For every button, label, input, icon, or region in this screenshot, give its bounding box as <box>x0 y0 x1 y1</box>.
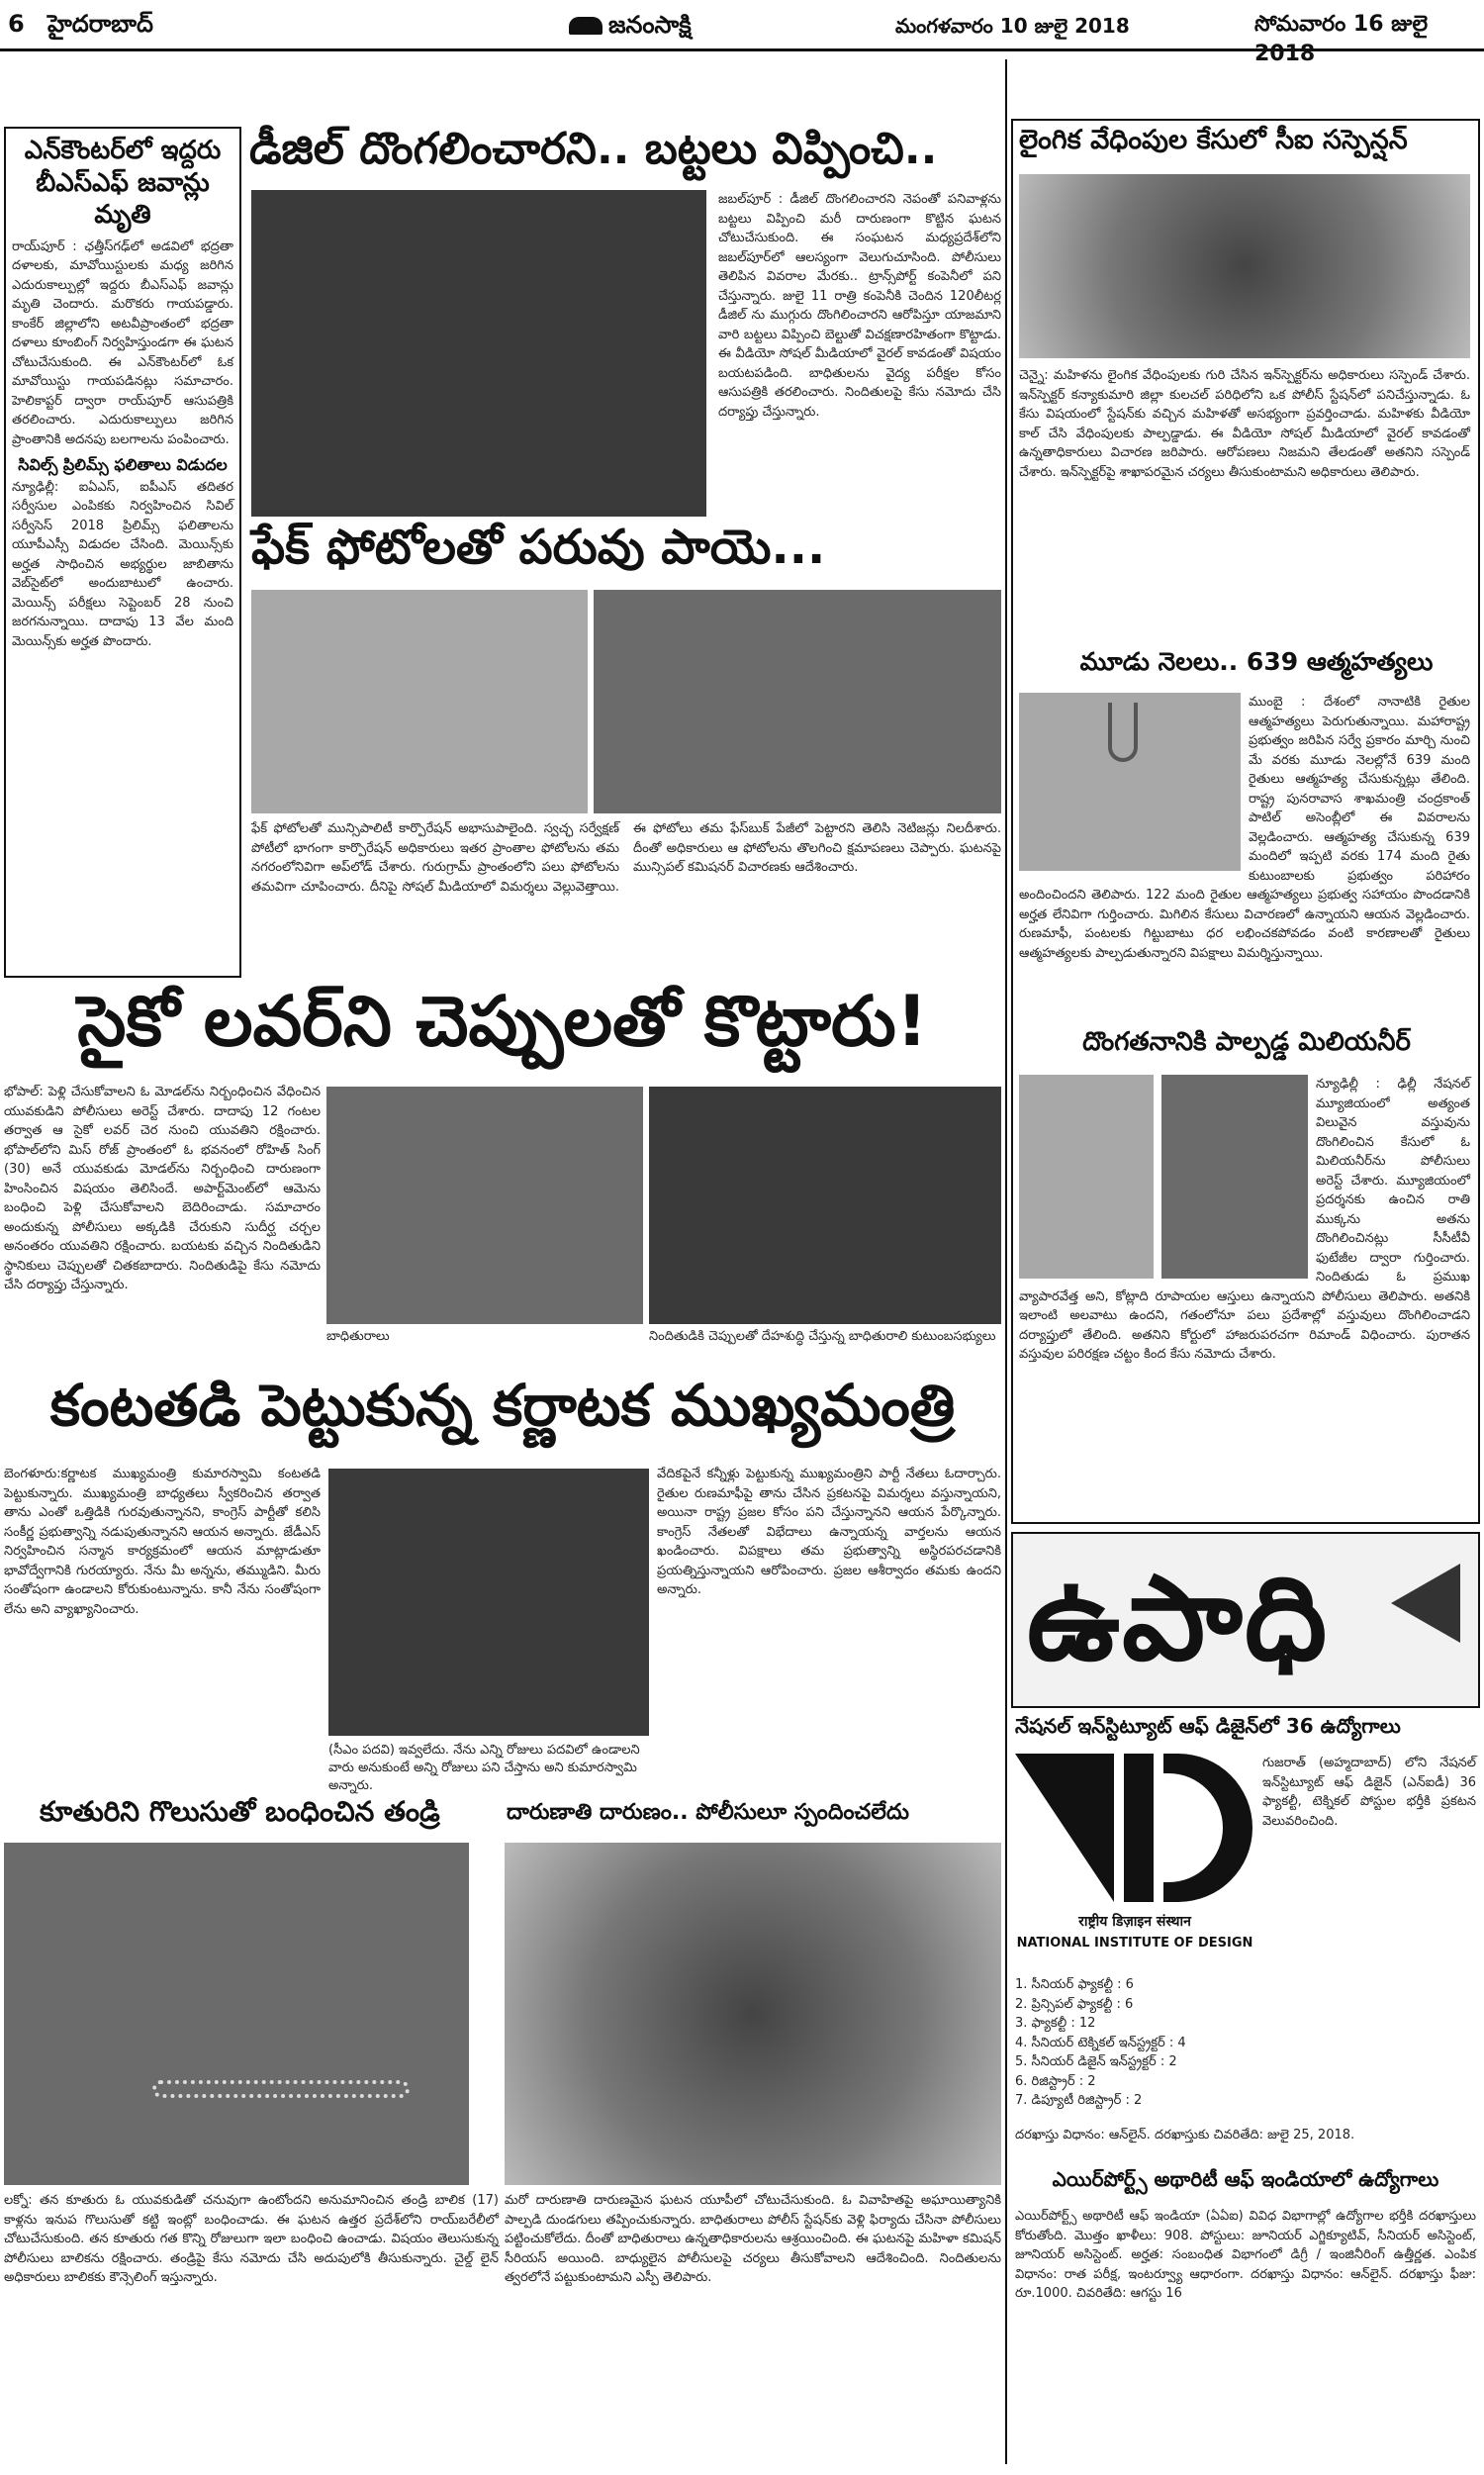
suicides-headline: మూడు నెలలు.. 639 ఆత్మహత్యలు <box>1079 647 1434 676</box>
masthead-logo-icon <box>569 17 603 35</box>
diesel-headline: డీజిల్ దొంగలించారని.. బట్టలు విప్పించి.. <box>249 124 938 174</box>
karnataka-photo <box>328 1469 649 1736</box>
fake-photos-headline: ఫేక్ ఫోటోలతో పరువు పాయె... <box>251 520 826 575</box>
nid-footer: దరఖాస్తు విధానం: ఆన్‌లైన్. దరఖాస్తుకు చివరితేది: జులై 25, 2018. <box>1015 2128 1355 2142</box>
millionaire-text: న్యూఢిల్లీ : ఢిల్లీ నేషనల్ మ్యూజియంలో అత్యంత విలువైన వస్తువును దొంగిలించిన కేసులో ఓ మిలియనీర్‌ను పోలీసులు అరెస్ట్ చేశారు. మ్యూజియంలో ప్రదర్శనకు ఉంచిన రాతి ముక్కను అతను దొంగిలించినట్లు సీసీటీవీ ఫుటేజీల ద్వారా గుర్తించారు. నిందితుడు ఓ ప్రముఖ వ్యాపారవేత్త అని, కోట్లాది రూపాయల ఆస్తులు ఉన్నాయని పోలీసులు తెలిపారు. అతనికి ఇలాంటి అలవాటు ఉందని, గతంలోనూ పలు ప్రదేశాల్లో వస్తువులు దొంగిలించాడని దర్యాప్తులో తేలింది. అతనిని కోర్టులో హాజరుపరచగా రిమాండ్ విధించారు. పురాతన వస్తువుల పరిరక్షణ చట్టం కింద కేసు నమోదు చేశారు. <box>1019 1077 1470 1362</box>
suspension-headline: లైంగిక వేధింపుల కేసులో సీఐ సస్పెన్షన్ <box>1019 125 1408 155</box>
karnataka-body-2: వేదికపైనే కన్నీళ్లు పెట్టుకున్న ముఖ్యమంత్రిని పార్టీ నేతలు ఓదార్చారు. రైతుల రుణమాఫీపై తాను చేసిన ప్రకటనపై విమర్శలు వస్తున్నాయని, అయినా రాష్ట్ర ప్రజల కోసం పని చేస్తున్నానని ఆయన పేర్కొన్నారు. కాంగ్రెస్ నేతలతో విభేదాలు ఉన్నాయన్న వార్తలను ఆయన ఖండించారు. విపక్షాలు తమ ప్రభుత్వాన్ని అస్థిరపరచడానికి ప్రయత్నిస్తున్నాయని ఆరోపించారు. ప్రజల ఆశీర్వాదం తమకు ఉందని అన్నారు. <box>657 1467 1001 1597</box>
chained-body: లక్నో: తన కూతురు ఓ యువకుడితో చనువుగా ఉంటోందని అనుమానించిన తండ్రి బాలిక (17) కాళ్లను ఇనుప గొలుసుతో కట్టి ఇంట్లో బంధించాడు. ఈ ఘటన ఉత్తర ప్రదేశ్‌లోని రాయ్‌బరేలీలో చోటుచేసుకుంది. తన కూతురు గత కొన్ని రోజులుగా ఇలా బంధించి ఉంచాడు. విషయం తెలుసుకున్న పోలీసులు బాలికను రక్షించారు. తండ్రిపై కేసు నమోదు చేసి అదుపులోకి తీసుకున్నారు. చైల్డ్ లైన్ అధికారులు బాలికకు కౌన్సెలింగ్ ఇస్తున్నారు. <box>4 2193 499 2285</box>
karnataka-headline: కంటతడి పెట్టుకున్న కర్ణాటక ముఖ్యమంత్రి <box>49 1372 956 1439</box>
civils-body: న్యూఢిల్లీ: ఐఏఎస్, ఐపీఎస్ తదితర సర్వీసుల ఎంపికకు నిర్వహించిన సివిల్ సర్వీసెస్ 2018 ప్రిలిమ్స్ ఫలితాలను యూపీఎస్సీ విడుదల చేసింది. మెయిన్స్‌కు అర్హత సాధించిన అభ్యర్థుల జాబితాను వెబ్‌సైట్‌లో అందుబాటులో ఉంచారు. మెయిన్స్ పరీక్షలు సెప్టెంబర్ 28 నుంచి జరగనున్నాయి. దాదాపు 13 వేల మంది మెయిన్స్‌కు అర్హత పొందారు. <box>12 479 233 649</box>
millionaire-body <box>1019 1075 1470 1516</box>
edition-date: మంగళవారం 10 జులై 2018 <box>895 14 1130 38</box>
nid-list-item: 2. ప్రిన్సిపల్ ఫ్యాకల్టీ : 6 <box>1015 1996 1134 2012</box>
psycho-caption-right: నిందితుడికి చెప్పులతో దేహశుద్ధి చేస్తున్న బాధితురాలి కుటుంబసభ్యులు <box>649 1329 996 1344</box>
diesel-body: జబల్‌పూర్ : డీజిల్ దొంగలించారని నెపంతో పనివాళ్లను బట్టలు విప్పించి మరీ దారుణంగా కొట్టిన ఘటన చోటుచేసుకుంది. ఈ సంఘటన మధ్యప్రదేశ్‌లోని జబల్‌పూర్‌లో ఆలస్యంగా వెలుగుచూసింది. పోలీసులు తెలిపిన వివరాల మేరకు.. ట్రాన్స్‌పోర్ట్ కంపెనీలో పని చేస్తున్నారు. జులై 11 రాత్రి కంపెనీకి చెందిన 120లీటర్ల డీజిల్ ను ముగ్గురు దొంగిలించారని ఆరోపిస్తూ యాజమాని వారి బట్టలు విప్పించి బెల్టుతో విచక్షణారహితంగా కొట్టాడు. ఈ వీడియో సోషల్ మీడియాలో వైరల్ కావడంతో విషయం బయటపడింది. బాధితులను వైద్య పరీక్షల కోసం ఆసుపత్రికి తరలించారు. నిందితులపై కేసు నమోదు చేసి దర్యాప్తు చేస్తున్నారు. <box>718 192 1001 420</box>
city-label: హైదరాబాద్ <box>47 10 153 38</box>
nid-list <box>1015 1975 1476 2124</box>
nid-list-item: 1. సీనియర్ ఫ్యాకల్టీ : 6 <box>1015 1977 1134 1992</box>
stone-photo <box>1019 1075 1154 1279</box>
encounter-body: రాయ్‌పూర్ : ఛత్తీస్‌గఢ్‌లో అడవిలో భద్రతా దళాలకు, మావోయిస్టులకు మధ్య జరిగిన ఎదురుకాల్పుల్లో ఇద్దరు బీఎస్‌ఎఫ్ జవాన్లు మృతి చెందారు. మరొకరు గాయపడ్డారు. కాంకేర్ జిల్లాలోని అటవీప్రాంతంలో భద్రతా దళాలు కూంబింగ్ నిర్వహిస్తుండగా ఈ ఘటన చోటుచేసుకుంది. ఈ ఎన్‌కౌంటర్‌లో ఓక మావోయిస్టు గాయపడినట్లు సమాచారం. హెలికాప్టర్ ద్వారా రాయ్‌పూర్ ఆసుపత్రికి తరలించారు. ఎదురుకాల్పులు జరిగిన ప్రాంతానికి అదనపు బలగాలను పంపించారు. <box>12 238 233 447</box>
psycho-caption-left: బాధితురాలు <box>326 1329 390 1344</box>
karnataka-caption: (సీఎం పదవి) ఇవ్వలేదు. నేను ఎన్ని రోజులు పదవిలో ఉండాలని వారు అనుకుంటే అన్ని రోజులు పని చేస్తాను అని కుమారస్వామి అన్నారు. <box>328 1743 640 1794</box>
upadhi-logo: ఉపాధి <box>1027 1549 1330 1686</box>
psycho-body: భోపాల్: పెళ్లి చేసుకోవాలని ఓ మోడల్‌ను నిర్బంధించిన వేధించిన యువకుడిని పోలీసులు అరెస్ట్ చేశారు. దాదాపు 12 గంటల తర్వాత ఆ సైకో లవర్ చెర నుంచి యువతిని రక్షించారు. భోపాల్‌లోని మిస్ రోజ్ ప్రాంతంలో ఓ భవనంలో రోహిత్ సింగ్ (30) అనే యువకుడు మోడల్‌ను నిర్బంధించి దారుణంగా హింసించిన విషయం తెలిసిందే. అపార్ట్‌మెంట్‌లో ఆమెను బంధించి పెళ్లి చేసుకోవాలని బెదిరించాడు. సమాచారం అందుకున్న పోలీసులు అక్కడికి చేరుకుని సుదీర్ఘ చర్చల అనంతరం యువతిని రక్షించారు. బయటకు వచ్చిన నిందితుడిని స్థానికులు చెప్పులతో చితకబాదారు. నిందితుడిపై కేసు నమోదు చేసి దర్యాప్తు చేస్తున్నారు. <box>4 1085 321 1292</box>
aai-headline: ఎయిర్‌పోర్ట్స్ అథారిటీ ఆఫ్ ఇండియాలో ఉద్యోగాలు <box>1052 2167 1439 2191</box>
fake-photos-body: ఫేక్ ఫోటోలతో మున్సిపాలిటీ కార్పొరేషన్ అభాసుపాలైంది. స్వచ్ఛ సర్వేక్షణ్ పోటీలో భాగంగా కార్పొరేషన్ అధికారులు ఇతర ప్రాంతాల ఫోటోలను తమ నగరంలోనివిగా అప్‌లోడ్ చేశారు. గురుగ్రామ్ ప్రాంతంలోని పలు ఫోటోలను తమవిగా చూపించారు. దీనిపై సోషల్ మీడియాలో విమర్శలు వెల్లువెత్తాయి. ఈ ఫోటోలు తమ ఫేస్‌బుక్ పేజీలో పెట్టారని తెలిసి నెటిజన్లు నిలదీశారు. దీంతో అధికారులు ఆ ఫోటోలను తొలగించి క్షమాపణలు చెప్పారు. ఘటనపై మున్సిపల్ కమిషనర్ విచారణకు ఆదేశించారు. <box>251 821 1001 895</box>
karnataka-body: బెంగళూరు:కర్ణాటక ముఖ్యమంత్రి కుమారస్వామి కంటతడి పెట్టుకున్నారు. ముఖ్యమంత్రి బాధ్యతలు స్వీకరించిన తర్వాత తాను ఎంతో ఒత్తిడికి గురవుతున్నానని, కాంగ్రెస్ పార్టీతో కలిసి సంకీర్ణ ప్రభుత్వాన్ని నడుపుతున్నానని ఆయన అన్నారు. జేడీఎస్ నిర్వహించిన సన్మాన కార్యక్రమంలో ఆయన మాట్లాడుతూ భావోద్వేగానికి గురయ్యారు. నేను మీ అన్నను, తమ్ముడిని. మీరు సంతోషంగా ఉండాలని కోరుకుంటున్నాను. కానీ నేను సంతోషంగా లేను అని వ్యాఖ్యానించారు. <box>4 1467 321 1617</box>
suicides-text: ముంబై : దేశంలో నానాటికి రైతుల ఆత్మహత్యలు పెరుగుతున్నాయి. మహారాష్ట్ర ప్రభుత్వం జరిపిన సర్వే ప్రకారం మార్చి నుంచి మే వరకు మూడు నెలల్లోనే 639 మంది రైతులు ఆత్మహత్య చేసుకున్నట్లు తేలింది. రాష్ట్ర పునరావాస శాఖమంత్రి చంద్రకాంత్ పాటిల్ అసెంబ్లీలో ఈ వివరాలను వెల్లడించారు. ఆత్మహత్య చేసుకున్న 639 మందిలో ఇప్పటి వరకు 174 మంది రైతు కుటుంబాలకు ప్రభుత్వం పరిహారం అందించిందని తెలిపారు. 122 మంది రైతుల ఆత్మహత్యలు ప్రభుత్వ సహాయం పొందడానికి అర్హత లేనివిగా గుర్తించారు. మిగిలిన కేసులు విచారణలో ఉన్నాయని ఆయన వెల్లడించారు. రుణమాఫీ, పంటలకు గిట్టుబాటు ధర లభించకపోవడం వంటి కారణాలతో రైతులు ఆత్మహత్యలకు పాల్పడుతున్నారని విపక్షాలు విమర్శిస్తున్నాయి. <box>1019 695 1470 961</box>
encounter-article <box>4 127 241 978</box>
nid-list-item: 4. సీనియర్ టెక్నికల్ ఇన్‌స్ట్రక్టర్ : 4 <box>1015 2035 1186 2050</box>
right-date: సోమవారం 16 జులై 2018 <box>1254 12 1429 66</box>
fake-photo-ground <box>594 590 1001 813</box>
nid-list-item: 5. సీనియర్ డిజైన్ ఇన్‌స్ట్రక్టర్ : 2 <box>1015 2054 1177 2069</box>
nid-logo <box>1015 1754 1254 1971</box>
masthead: జనంసాక్షి <box>569 10 692 45</box>
nid-intro: గుజరాత్ (అహ్మదాబాద్) లోని నేషనల్ ఇన్‌స్టిట్యూట్ ఆఫ్ డిజైన్ (ఎన్ఐడీ) 36 ఫ్యాకల్టీ, టెక్నికల్ పోస్టుల భర్తీకి ప్రకటన వెలువరించింది. <box>1262 1756 1476 1829</box>
atrocity-photo <box>505 1843 1001 2185</box>
nid-logo-hindi: राष्ट्रीय डिज़ाइन संस्थान <box>1078 1914 1191 1930</box>
diesel-photo <box>251 190 706 517</box>
megaphone-icon <box>1391 1564 1460 1643</box>
suicides-body <box>1019 693 1470 1023</box>
millionaire-portrait <box>1161 1075 1308 1279</box>
fake-photo-buildings <box>251 590 588 813</box>
atrocity-headline: దారుణాతి దారుణం.. పోలీసులూ స్పందించలేదు <box>507 1800 909 1825</box>
aai-body: ఎయిర్‌పోర్ట్స్ అథారిటీ ఆఫ్ ఇండియా (ఏఏఐ) వివిధ విభాగాల్లో ఉద్యోగాల భర్తీకి దరఖాస్తులు కోరుతోంది. మొత్తం ఖాళీలు: 908. పోస్టులు: జూనియర్ ఎగ్జిక్యూటివ్, సీనియర్ అసిస్టెంట్, జూనియర్ అసిస్టెంట్. అర్హత: సంబంధిత విభాగంలో డిగ్రీ / ఇంజినీరింగ్ ఉత్తీర్ణత. ఎంపిక విధానం: రాత పరీక్ష, ఇంటర్వ్యూ ఆధారంగా. దరఖాస్తు విధానం: ఆన్‌లైన్. దరఖాస్తు ఫీజు: రూ.1000. చివరితేది: ఆగస్టు 16 <box>1015 2209 1476 2301</box>
nid-list-item: 6. రిజిస్ట్రార్ : 2 <box>1015 2073 1096 2089</box>
nid-logo-icon <box>1015 1754 1254 1902</box>
nid-list-item: 7. డిప్యూటీ రిజిస్ట్రార్ : 2 <box>1015 2093 1143 2108</box>
psycho-photo-right <box>649 1087 1001 1324</box>
suicides-photo-float <box>1019 693 1249 873</box>
nid-logo-english: NATIONAL INSTITUTE OF DESIGN <box>1016 1936 1253 1951</box>
suspension-body: చెన్నై: మహిళను లైంగిక వేధింపులకు గురి చేసిన ఇన్‌స్పెక్టర్‌ను అధికారులు సస్పెండ్ చేశారు. ఇన్‌స్పెక్టర్ కన్యాకుమారి జిల్లా కులచల్ పరిధిలోని ఒక పోలీస్ స్టేషన్‌లో పనిచేస్తున్నాడు. ఓ కేసు విషయంలో స్టేషన్‌కు వచ్చిన మహిళతో అసభ్యంగా ప్రవర్తించాడు. మహిళకు వీడియో కాల్ చేసి వేధింపులకు పాల్పడ్డాడు. ఈ వీడియో సోషల్ మీడియాలో వైరల్ కావడంతో ఉన్నతాధికారులు విచారణ జరిపారు. ఆరోపణలు నిజమని తేలడంతో అతనిని సస్పెండ్ చేశారు. ఇన్‌స్పెక్టర్‌పై శాఖాపరమైన చర్యలు తీసుకుంటామని అధికారులు తెలిపారు. <box>1019 368 1470 480</box>
suspension-photo <box>1019 174 1470 358</box>
psycho-photo-left <box>326 1087 643 1324</box>
chain-icon <box>152 2080 410 2098</box>
page-header <box>0 0 1484 66</box>
nid-headline: నేషనల్ ఇన్‌స్టిట్యూట్ ఆఫ్ డిజైన్‌లో 36 ఉద్యోగాలు <box>1015 1714 1401 1738</box>
psycho-headline: సైకో లవర్‌ని చెప్పులతో కొట్టారు! <box>77 981 928 1062</box>
nid-list-item: 3. ఫ్యాకల్టీ : 12 <box>1015 2016 1096 2031</box>
millionaire-photos <box>1019 1075 1308 1279</box>
chained-photo <box>4 1843 469 2185</box>
column-divider <box>1005 59 1007 2464</box>
chained-headline: కూతురిని గొలుసుతో బంధించిన తండ్రి <box>40 1795 440 1828</box>
upadhi-banner <box>1011 1532 1480 1708</box>
encounter-headline: ఎన్‌కౌంటర్‌లో ఇద్దరు బీఎస్‌ఎఫ్ జవాన్లు మృతి <box>24 136 222 230</box>
civils-subheadline: సివిల్స్ ప్రిలిమ్స్ ఫలితాలు విడుదల <box>18 455 228 474</box>
atrocity-body: మరో దారుణాతి దారుణమైన ఘటన యూపీలో చోటుచేసుకుంది. ఓ వివాహితపై అఘాయిత్యానికి పాల్పడి దుండగులు తప్పించుకున్నారు. బాధితురాలు పోలీస్ స్టేషన్‌కు వెళ్లి ఫిర్యాదు చేసినా పోలీసులు పట్టించుకోలేదు. దీంతో బాధితురాలు ఉన్నతాధికారులను ఆశ్రయించింది. ఈ ఘటనపై మహిళా కమిషన్ సీరియస్ అయింది. బాధ్యులైన పోలీసులపై చర్యలు తీసుకోవాలని ఆదేశించింది. నిందితులను త్వరలోనే పట్టుకుంటామని ఎస్పీ తెలిపారు. <box>505 2193 1001 2285</box>
page-number: 6 <box>8 10 25 38</box>
millionaire-headline: దొంగతనానికి పాల్పడ్డ మిలియనీర్ <box>1082 1027 1411 1057</box>
